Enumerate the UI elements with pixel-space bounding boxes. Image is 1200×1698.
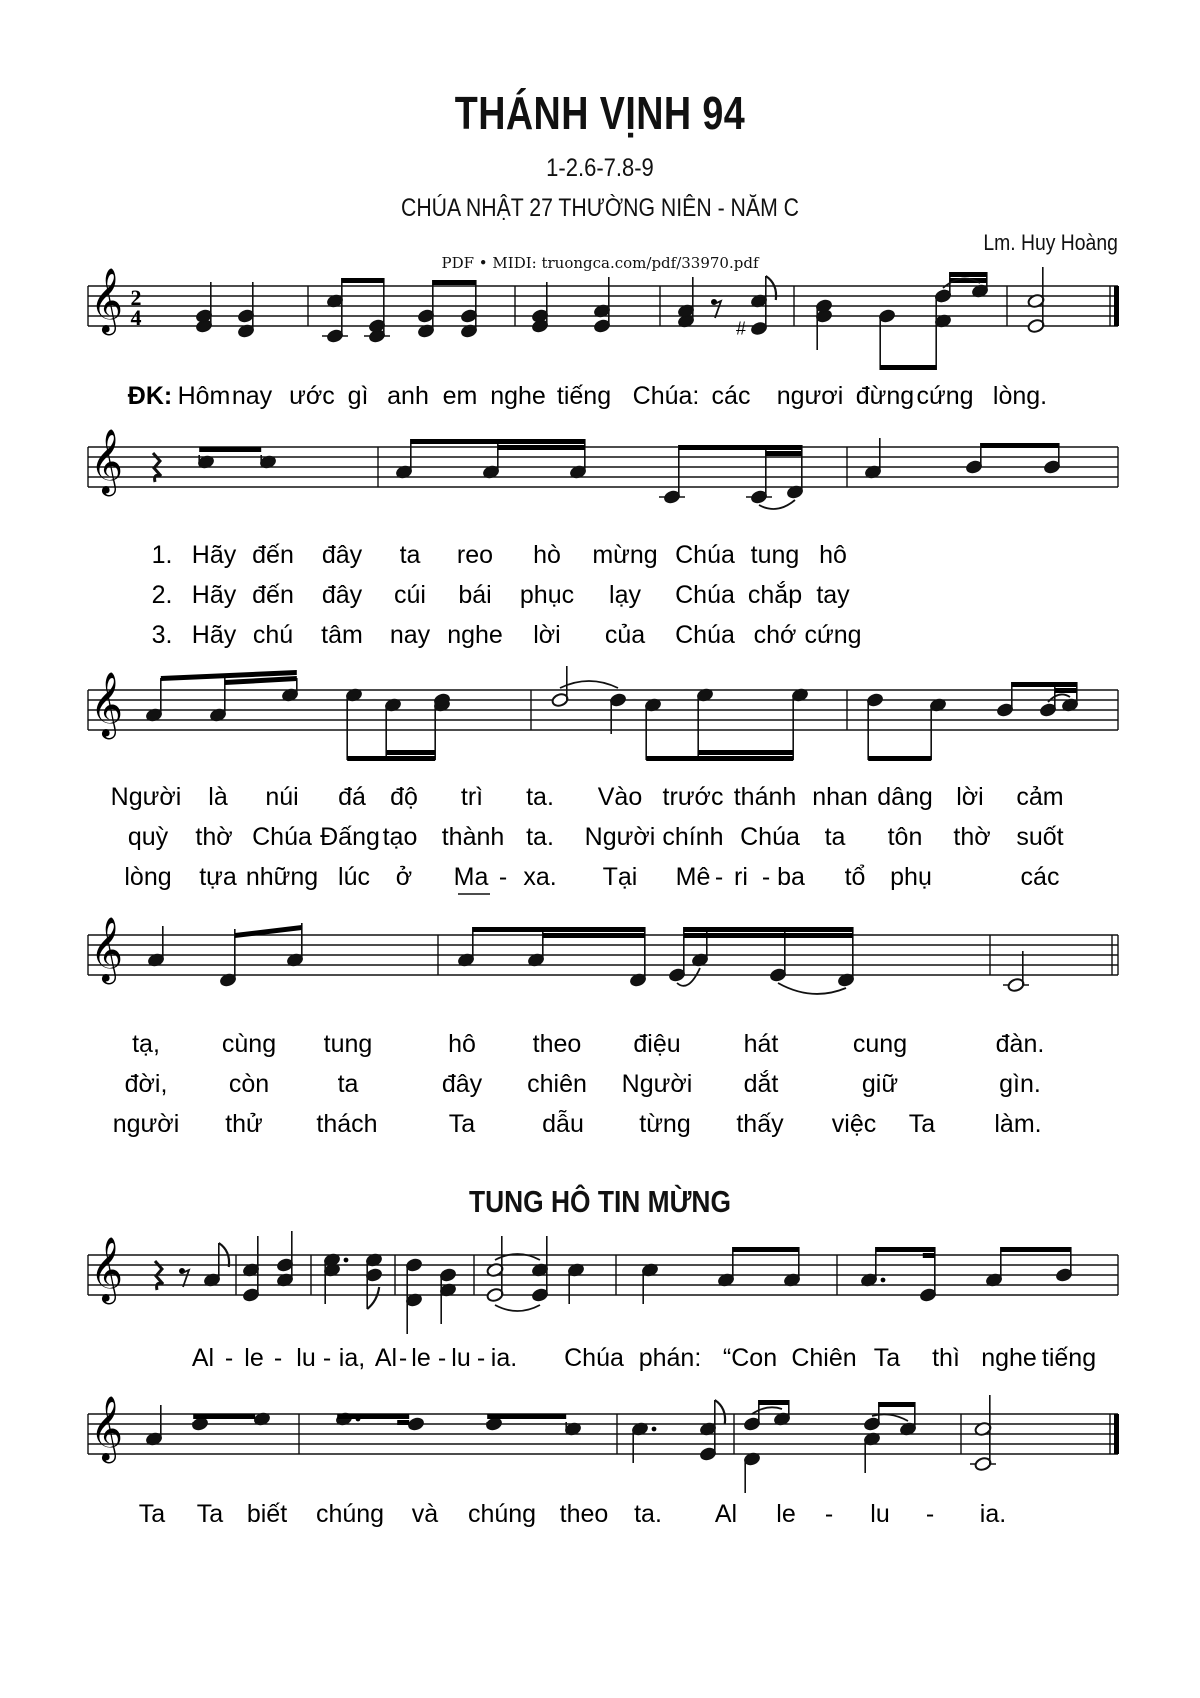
verse-2-lyric: tay [816, 581, 850, 609]
alleluia-lyric: biết [246, 1500, 288, 1528]
verse-2-lyric: đời, [124, 1070, 168, 1098]
alleluia-lyric: le [411, 1344, 431, 1372]
alleluia-lyric: - [824, 1500, 834, 1528]
alleluia-lyric: Ta [138, 1500, 166, 1528]
refrain-lyric: Chúa: [632, 382, 700, 410]
eighth-rest-icon [179, 1268, 185, 1274]
beam [759, 1400, 789, 1405]
note-flag [367, 1287, 379, 1309]
alleluia-lyric: ia. [490, 1344, 518, 1372]
beam [868, 756, 931, 761]
verse-2-lyric: bái [458, 581, 492, 609]
refrain-lyric: em [442, 382, 478, 410]
verse-3-lyric: những [245, 863, 319, 891]
verse-1-lyric: đây [321, 541, 363, 569]
verse-3-lyric: nay [389, 621, 431, 649]
verse-2-lyric: Chúa [675, 581, 735, 609]
refrain-lyric: nghe [490, 382, 546, 410]
verse-2-lyric: gìn. [999, 1070, 1041, 1098]
eighth-rest-icon [711, 299, 717, 305]
sharp-icon: # [736, 318, 747, 339]
beam [876, 1247, 935, 1252]
beam [498, 445, 585, 450]
verse-2-lyric: ta [824, 823, 846, 851]
verse-1-lyric: theo [532, 1030, 582, 1058]
verse-3-lyric: thử [225, 1110, 263, 1138]
verse-3-lyric: Ta [908, 1110, 936, 1138]
verse-2-lyric: thành [441, 823, 505, 851]
verse-1-lyric: lời [956, 783, 984, 811]
beam [543, 933, 645, 938]
alleluia-lyric: nghe [981, 1344, 1037, 1372]
refrain-lyric: anh [387, 382, 429, 410]
time-signature-top: 2 [130, 285, 142, 310]
verse-1-lyric: hô [448, 1030, 476, 1058]
verse-3-lyric: người [112, 1110, 180, 1138]
verse-3-lyric: Ma [453, 863, 489, 891]
refrain-lyric: đừng [855, 382, 915, 410]
alleluia-lyric: - [273, 1344, 283, 1372]
verse-1-lyric: tung [323, 1030, 373, 1058]
verse-2-lyric: tạo [382, 823, 418, 851]
alleluia-lyric: lu [296, 1344, 316, 1372]
verse-3-lyric: xa. [523, 863, 557, 891]
alleluia-lyric: theo [559, 1500, 609, 1528]
alleluia-lyric: Ta [873, 1344, 901, 1372]
alleluia-lyric: Ta [196, 1500, 224, 1528]
alleluia-lyric: le [776, 1500, 796, 1528]
refrain-lyric: gì [347, 382, 369, 410]
beam [698, 750, 793, 755]
verse-1-lyric: độ [390, 783, 418, 811]
verse-3-lyric: tựa [199, 863, 237, 891]
verse-reference: 1-2.6-7.8-9 [546, 154, 654, 182]
verse-3-lyric: tổ [844, 863, 866, 891]
verse-3-lyric: cứng [804, 621, 862, 649]
alleluia-lyric: tiếng [1041, 1344, 1097, 1372]
verse-1-lyric: đàn. [995, 1030, 1045, 1058]
verse-3-lyric: chớ [753, 621, 797, 649]
verse-1-lyric: Hãy [191, 541, 237, 569]
alleluia-lyric: ia. [979, 1500, 1007, 1528]
verse-3-lyric: thấy [736, 1110, 784, 1138]
beam [923, 1253, 935, 1258]
alleluia-lyric: Chúa [564, 1344, 624, 1372]
verse-3-lyric: dẫu [542, 1110, 584, 1138]
alleluia-lyric: lu [870, 1500, 890, 1528]
slur [778, 983, 846, 994]
beam [1055, 688, 1077, 693]
beam [397, 1420, 409, 1425]
beam [879, 1402, 915, 1407]
beam [199, 447, 261, 452]
staff-5 [88, 1237, 1118, 1304]
verse-2-lyric: ta. [526, 823, 554, 851]
verse-2-lyric: suốt [1016, 823, 1064, 851]
verse-1-lyric: núi [265, 783, 299, 811]
beam [487, 1414, 566, 1419]
beam [337, 1414, 409, 1419]
verse-2-lyric: dắt [743, 1070, 779, 1098]
beam [684, 927, 853, 932]
verse-1-lyric: 1. [151, 541, 173, 569]
alleluia-lyric: Chiên [791, 1344, 857, 1372]
beam [679, 445, 802, 450]
treble-clef-icon: 𝄞 [90, 1237, 124, 1302]
verse-3-lyric: việc [831, 1110, 877, 1138]
verse-2-lyric: thờ [195, 823, 233, 851]
alleluia-lyric: - [925, 1500, 935, 1528]
augmentation-dot [652, 1427, 657, 1432]
treble-clef-icon: 𝄞 [90, 268, 124, 333]
refrain-lyric: ngươi [776, 382, 844, 410]
verse-2-lyric: Đấng [320, 823, 380, 851]
beam [766, 451, 802, 456]
verse-1-lyric: nhan [812, 783, 868, 811]
alleluia-lyric: “Con [722, 1344, 778, 1372]
composer: Lm. Huy Hoàng [983, 230, 1118, 255]
alleluia-lyric: - [476, 1344, 486, 1372]
verse-3-lyric: lời [533, 621, 561, 649]
beam [193, 1414, 255, 1419]
treble-clef-icon: 𝄞 [90, 429, 124, 494]
verse-2-lyric: đây [441, 1070, 483, 1098]
alleluia-lyric: lu [451, 1344, 471, 1372]
beam [235, 925, 302, 938]
verse-1-lyric: đá [338, 783, 366, 811]
alleluia-lyric: ia, [338, 1344, 366, 1372]
refrain-lyric: cứng [916, 382, 974, 410]
verse-1-lyric: tung [750, 541, 800, 569]
verse-3-lyric: ri [734, 863, 748, 891]
verse-2-lyric: ta [337, 1070, 359, 1098]
verse-1-lyric: thánh [733, 783, 797, 811]
song-title: THÁNH VỊNH 94 [454, 87, 746, 139]
final-barline-thick [1114, 1414, 1119, 1454]
verse-3-lyric: các [1020, 863, 1060, 891]
refrain-lyric: các [711, 382, 751, 410]
beam [981, 443, 1059, 448]
time-signature-bottom: 4 [130, 305, 142, 330]
treble-clef-icon: 𝄞 [90, 672, 124, 737]
verse-1-lyric: Người [110, 783, 182, 811]
augmentation-dot [344, 1258, 349, 1263]
verse-1-lyric: là [208, 783, 228, 811]
alleluia-section-title: TUNG HÔ TIN MỪNG [469, 1184, 731, 1219]
verse-2-lyric: tôn [887, 823, 923, 851]
refrain-lyric: lòng. [992, 382, 1048, 410]
beam [386, 750, 435, 755]
verse-2-lyric: chiên [527, 1070, 587, 1098]
verse-3-lyric: - [498, 863, 508, 891]
slur [495, 1305, 540, 1311]
verse-2-lyric: đến [252, 581, 294, 609]
verse-1-lyric: hát [743, 1030, 779, 1058]
verse-3-lyric: Mê [675, 863, 711, 891]
verse-3-lyric: Ta [448, 1110, 476, 1138]
alleluia-lyric: ta. [634, 1500, 662, 1528]
verse-3-lyric: ba [777, 863, 805, 891]
beam [347, 756, 435, 761]
beam [733, 1247, 799, 1252]
verse-1-lyric: đến [252, 541, 294, 569]
beam [1001, 1247, 1071, 1252]
verse-2-lyric: còn [228, 1070, 270, 1098]
alleluia-lyric: chúng [315, 1500, 385, 1528]
verse-1-lyric: cảm [1016, 783, 1064, 811]
verse-1-lyric: Vào [597, 783, 643, 811]
verse-2-lyric: chính [662, 823, 724, 851]
verse-3-lyric: tâm [321, 621, 363, 649]
liturgical-occasion: CHÚA NHẬT 27 THƯỜNG NIÊN - NĂM C [400, 194, 800, 222]
verse-1-lyric: trước [662, 783, 724, 811]
verse-1-lyric: ta [399, 541, 421, 569]
beam [342, 278, 384, 283]
slur [752, 1407, 782, 1414]
refrain-lyric: Hôm [177, 382, 231, 410]
slur [560, 681, 618, 688]
beam [1012, 682, 1077, 687]
verse-3-lyric: chú [252, 621, 294, 649]
verse-2-lyric: chắp [747, 581, 803, 609]
verse-2-lyric: Chúa [252, 823, 312, 851]
beam [473, 927, 645, 932]
alleluia-lyric: - [398, 1344, 408, 1372]
verse-2-lyric: Hãy [191, 581, 237, 609]
verse-1-lyric: trì [460, 783, 484, 811]
final-barline-thick [1114, 286, 1119, 326]
verse-3-lyric: làm. [994, 1110, 1042, 1138]
beam [880, 365, 936, 370]
verse-2-lyric: 2. [151, 581, 173, 609]
source-link[interactable]: PDF • MIDI: truongca.com/pdf/33970.pdf [441, 254, 759, 272]
augmentation-dot [881, 1278, 886, 1283]
verse-3-lyric: lúc [338, 863, 370, 891]
alleluia-lyric: - [437, 1344, 447, 1372]
verse-2-lyric: cúi [394, 581, 426, 609]
refrain-lyric: ước [289, 382, 335, 410]
refrain-lyric: tiếng [556, 382, 612, 410]
verse-1-lyric: cùng [221, 1030, 277, 1058]
beam [646, 756, 793, 761]
staff-6 [88, 1396, 1118, 1463]
verse-3-lyric: thách [316, 1110, 378, 1138]
alleluia-lyric: - [224, 1344, 234, 1372]
verse-3-lyric: của [604, 621, 646, 649]
refrain-label: ĐK: [127, 382, 173, 410]
verse-3-lyric: phụ [890, 863, 932, 891]
verse-3-lyric: 3. [151, 621, 173, 649]
verse-2-lyric: phục [519, 581, 575, 609]
verse-1-lyric: reo [456, 541, 494, 569]
verse-3-lyric: nghe [447, 621, 503, 649]
verse-1-lyric: hò [533, 541, 561, 569]
verse-3-lyric: - [714, 863, 724, 891]
verse-2-lyric: Người [584, 823, 656, 851]
verse-1-lyric: hô [819, 541, 847, 569]
verse-1-lyric: ta. [526, 783, 554, 811]
verse-1-lyric: Chúa [675, 541, 735, 569]
verse-1-lyric: mừng [592, 541, 658, 569]
alleluia-lyric: Al [374, 1344, 398, 1372]
verse-3-lyric: lòng [124, 863, 172, 891]
verse-1-lyric: tạ, [132, 1030, 160, 1058]
alleluia-lyric: le [244, 1344, 264, 1372]
verse-2-lyric: lạy [609, 581, 641, 609]
beam [684, 933, 853, 938]
alleluia-lyric: Al [714, 1500, 738, 1528]
verse-1-lyric: cung [852, 1030, 908, 1058]
verse-3-lyric: - [761, 863, 771, 891]
verse-3-lyric: ở [395, 863, 413, 891]
alleluia-lyric: phán: [638, 1344, 702, 1372]
note-flag [715, 1400, 725, 1424]
verse-2-lyric: Chúa [740, 823, 800, 851]
beam [950, 272, 987, 277]
verse-3-lyric: từng [639, 1110, 691, 1138]
staff-2 [88, 429, 1118, 496]
beam [433, 280, 476, 285]
verse-2-lyric: quỳ [127, 823, 169, 851]
verse-3-lyric: Chúa [675, 621, 735, 649]
verse-2-lyric: Người [621, 1070, 693, 1098]
verse-2-lyric: thờ [953, 823, 991, 851]
verse-2-lyric: đây [321, 581, 363, 609]
verse-1-lyric: điệu [633, 1030, 681, 1058]
alleluia-lyric: - [322, 1344, 332, 1372]
alleluia-lyric: thì [932, 1344, 960, 1372]
alleluia-lyric: chúng [467, 1500, 537, 1528]
slur [759, 500, 795, 509]
beam [411, 439, 585, 444]
treble-clef-icon: 𝄞 [90, 917, 124, 982]
treble-clef-icon: 𝄞 [90, 1396, 124, 1461]
alleluia-lyric: Al [191, 1344, 215, 1372]
verse-2-lyric: giữ [861, 1070, 899, 1098]
verse-3-lyric: Tại [602, 863, 638, 891]
verse-3-lyric: Hãy [191, 621, 237, 649]
alleluia-lyric: và [411, 1500, 439, 1528]
verse-1-lyric: dâng [877, 783, 933, 811]
refrain-lyric: nay [231, 382, 273, 410]
